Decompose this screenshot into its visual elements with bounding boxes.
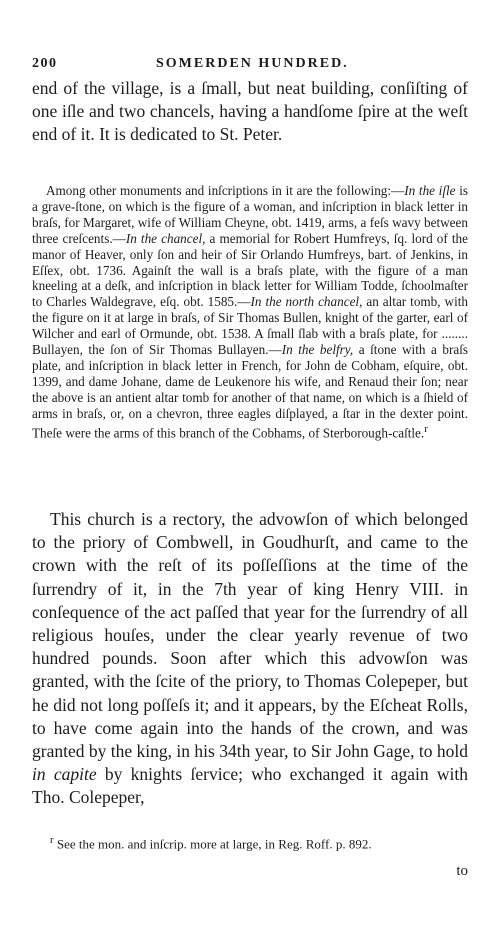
footnote-text: See the mon. and inſcrip. more at large, in Reg. Roff. p. 892.: [56, 836, 372, 852]
opening-paragraph: end of the village, is a ſmall, but neat building, conſiſting of one iſle and two chancels, having a handſome ſpire at the weſt end of it. It is dedicated to St. Peter.: [32, 78, 468, 144]
page-number: 200: [32, 56, 58, 71]
monuments-paragraph: [32, 183, 468, 441]
italic-segment: in capite: [32, 764, 97, 785]
text-segment: an altar tomb, with the figure on it at large in braſs, of Sir Thomas Bullen, knight of the garter, earl of Wilcher and earl of Ormunde, obt. 1538. A ſmall ſlab with a braſs plate, for ........ Bullayen, the ſon of Sir Thomas Bullayen.—: [32, 294, 468, 358]
italic-segment: In the north chancel,: [250, 294, 363, 310]
footnote-reference[interactable]: r: [424, 422, 428, 435]
footnote: [50, 832, 468, 852]
running-title: SOMERDEN HUNDRED.: [156, 56, 349, 71]
rectory-paragraph: [32, 508, 468, 810]
footnote-mark: r: [50, 834, 54, 846]
text-segment: Among other monuments and inſcriptions in it are the following:—: [46, 183, 405, 198]
italic-segment: In the iſle: [404, 183, 456, 198]
page-header: [32, 56, 468, 76]
text-segment: by knights ſervice; who exchanged it again with Tho. Colepeper,: [32, 764, 468, 808]
italic-segment: In the belfry,: [281, 342, 354, 358]
text-segment: is a grave-ſtone, on which is the figure of a woman, and inſcription in black letter in braſs, for Margaret, wife of William Cheyne, obt. 1419, arms, a feſs wavy between three creſcents.—: [32, 183, 468, 246]
italic-segment: In the chancel,: [125, 230, 206, 246]
text-segment: a memorial for Robert Humfreys, ſq. lord of the manor of Heaver, only ſon and heir of Sir Orlando Humfreys, bart. of Jenkins, in Eſſex, obt. 1736. Againſt the wall is a braſs plate, with the figure of a man kneeling at a deſk, and inſcription in black letter for William Todde, ſchoolmaſter to Charles Waldegrave, eſq. obt. 1585.—: [32, 230, 468, 310]
text-segment: This church is a rectory, the advowſon of which belonged to the priory of Combwell, in Goudhurſt, and came to the crown with the reſt of its poſſeſſions at the time of the ſurrendry of it, in the 7th year of king Henry VIII. in conſequence of the act paſſed that year for the ſurrendry of all religious houſes, under the clear yearly revenue of two hundred pounds. Soon after which this advowſon was granted, with the ſcite of the priory, to Thomas Colepeper, but he did not long poſſeſs it; and it appears, by the Eſcheat Rolls, to have come again into the hands of the crown, and was granted by the king, in his 34th year, to Sir John Gage, to hold: [32, 509, 468, 762]
text-segment: a ſtone with a braſs plate, and inſcription in black letter in French, for John de Cobham, eſquire, obt. 1399, and dame Johane, dame de Leukenore his wife, and Renaud their ſon; near the above is an antient altar tomb for another of that name, on which is a ſhield of arms in braſs, or, on a chevron, three eagles diſplayed, a ſtar in the dexter point. Theſe were the arms of this branch of the Cobhams, of Sterborough-caſtle.: [32, 342, 468, 440]
catchword: to: [456, 863, 468, 879]
